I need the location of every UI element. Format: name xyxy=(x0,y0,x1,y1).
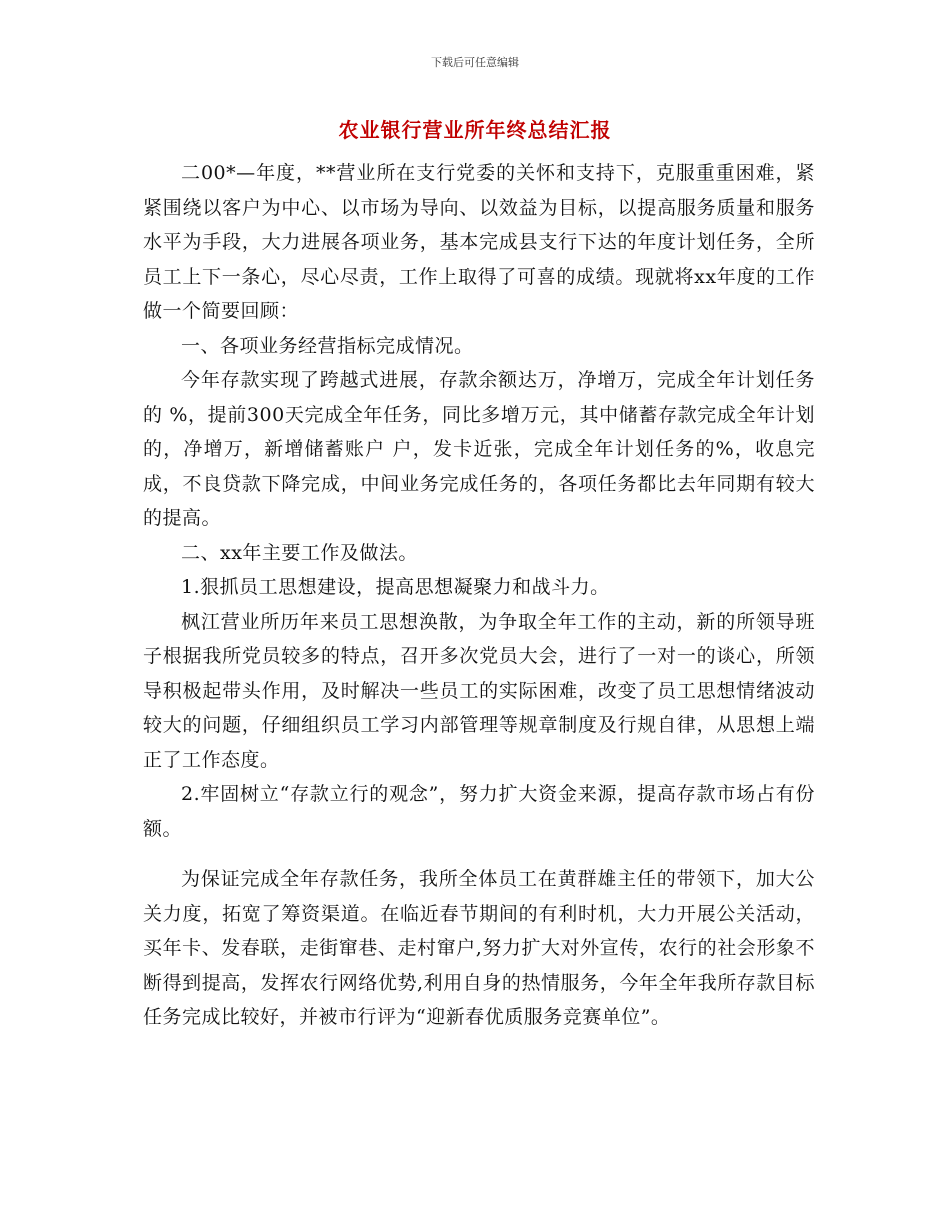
page-header-note: 下载后可任意编辑 xyxy=(431,56,519,69)
document-title: 农业银行营业所年终总结汇报 xyxy=(338,118,612,142)
paragraph-deposits: 为保证完成全年存款任务，我所全体员工在黄群雄主任的带领下，加大公关力度，拓宽了筹资渠道。在临近春节期间的有利时机，大力开展公关活动，买年卡、发春联，走街窜巷、走村窜户,努力扩大对外宣传，农行的社会形象不断得到提高，发挥农行网络优势,利用自身的热情服务，今年全年我所存款目标任务完成比较好，并被市行评为“迎新春优质服务竞赛单位”。 xyxy=(143,868,815,1028)
paragraph-indicators: 今年存款实现了跨越式进展，存款余额达万，净增万，完成全年计划任务的 %，提前300天完成全年任务，同比多增万元，其中储蓄存款完成全年计划的，净增万，新增储蓄账户 户，发卡近张，完成全年计划任务的%，收息完成，不良贷款下降完成，中间业务完成任务的，各项任务都比去年同期有较大的提高。 xyxy=(143,369,815,529)
paragraph-intro: 二00*—年度，**营业所在支行党委的关怀和支持下，克服重重困难，紧紧围绕以客户为中心、以市场为导向、以效益为目标，以提高服务质量和服务水平为手段，大力进展各项业务，基本完成县支行下达的年度计划任务，全所员工上下一条心，尽心尽责，工作上取得了可喜的成绩。现就将xx年度的工作做一个简要回顾： xyxy=(143,162,815,322)
subheading-1: 1.狠抓员工思想建设，提高思想凝聚力和战斗力。 xyxy=(181,576,610,598)
document-body xyxy=(143,156,815,1035)
paragraph-staff-thinking: 枫江营业所历年来员工思想涣散，为争取全年工作的主动，新的所领导班子根据我所党员较多的特点，召开多次党员大会，进行了一对一的谈心，所领导积极起带头作用，及时解决一些员工的实际困难，改变了员工思想情绪波动较大的问题，仔细组织员工学习内部管理等规章制度及行规自律，从思想上端正了工作态度。 xyxy=(143,610,815,771)
section-heading-1: 一、各项业务经营指标完成情况。 xyxy=(181,334,474,357)
section-heading-2: 二、xx年主要工作及做法。 xyxy=(181,541,418,564)
subheading-2: 2.牢固树立“存款立行的观念”，努力扩大资金来源，提高存款市场占有份额。 xyxy=(143,783,815,840)
